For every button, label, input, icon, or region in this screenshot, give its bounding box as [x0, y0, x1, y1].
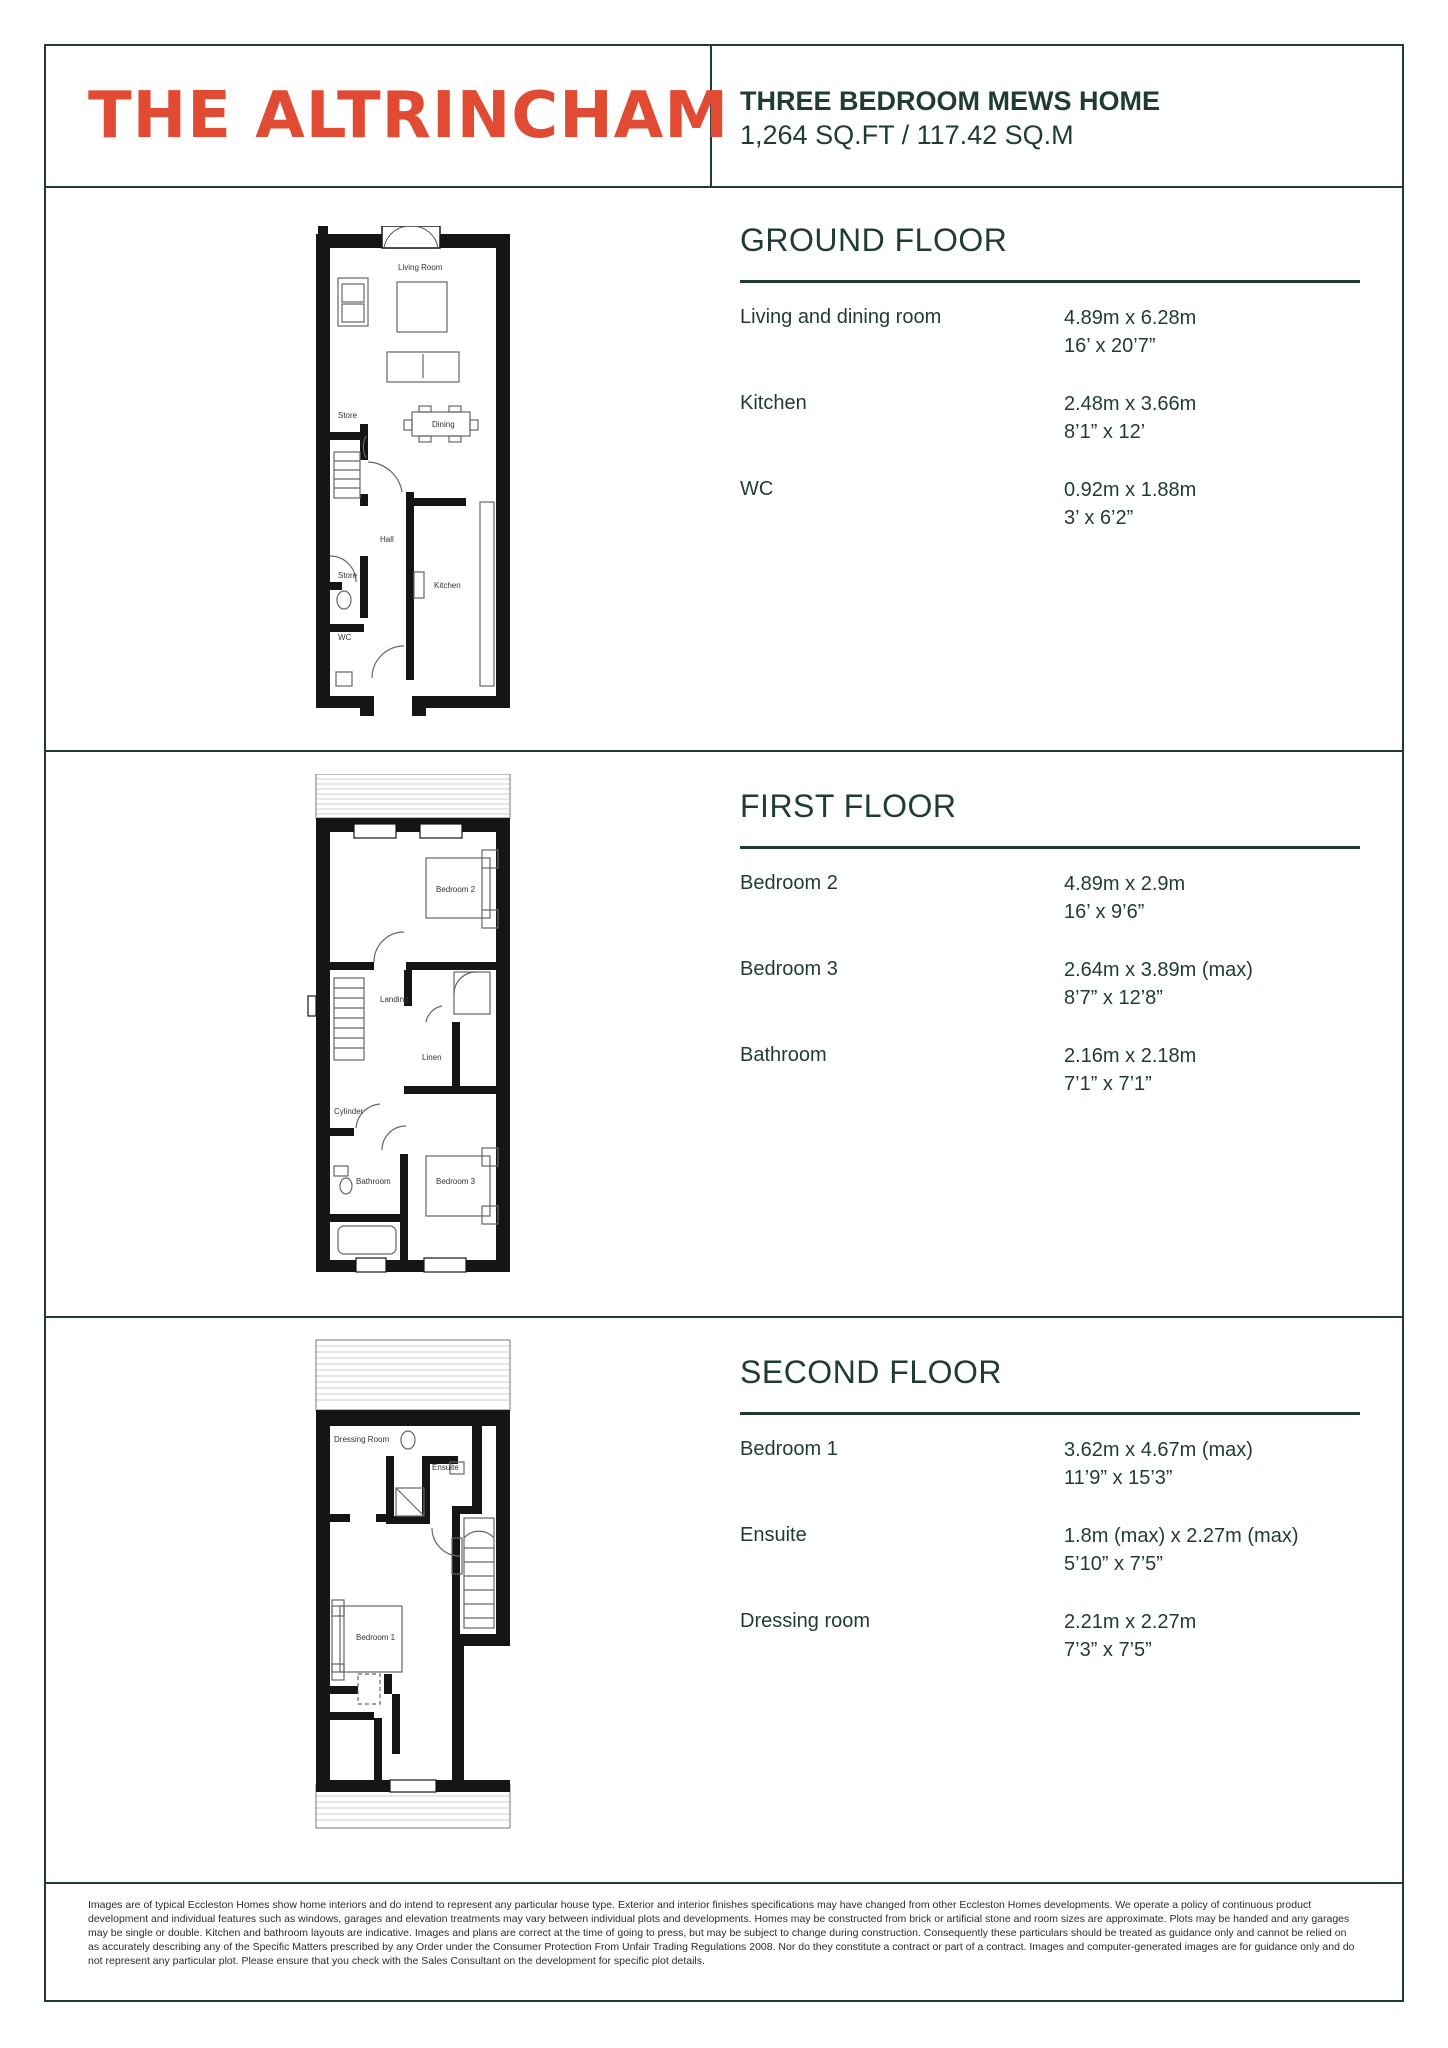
room-dimensions	[1064, 476, 1196, 532]
floor-title: FIRST FLOOR	[740, 788, 957, 824]
dim-imperial: 5’10” x 7’5”	[1064, 1553, 1163, 1575]
brand-title: THE ALTRINCHAM	[88, 79, 729, 153]
plan-label-living: Living Room	[398, 263, 443, 272]
plan-label-wc: WC	[338, 633, 352, 642]
second-floor-plan	[256, 1338, 586, 1848]
dim-metric: 2.16m x 2.18m	[1064, 1045, 1197, 1067]
dim-imperial: 8’1” x 12’	[1064, 421, 1146, 443]
room-dimensions	[1064, 1608, 1196, 1664]
plan-label-bedroom-1: Bedroom 1	[356, 1633, 396, 1642]
first-floor-plan	[256, 774, 586, 1284]
dim-imperial: 16’ x 9’6”	[1064, 901, 1145, 923]
plan-label-bedroom-3: Bedroom 3	[436, 1177, 476, 1186]
divider	[740, 1412, 1360, 1415]
plan-label-bathroom: Bathroom	[356, 1177, 391, 1186]
divider	[740, 280, 1360, 283]
room-name: Ensuite	[740, 1524, 807, 1546]
room-dimensions	[1064, 1436, 1253, 1492]
ground-floor-section	[46, 186, 1402, 752]
room-name: Bedroom 2	[740, 872, 838, 894]
dim-imperial: 7’1” x 7’1”	[1064, 1073, 1152, 1095]
plan-label-store: Store	[338, 411, 358, 420]
dim-imperial: 16’ x 20’7”	[1064, 335, 1156, 357]
plan-label-store: Store	[338, 571, 358, 580]
home-type: THREE BEDROOM MEWS HOME	[740, 86, 1161, 116]
room-dimensions	[1064, 1042, 1196, 1098]
dim-metric: 0.92m x 1.88m	[1064, 479, 1197, 501]
room-dimensions	[1064, 390, 1196, 446]
dim-metric: 4.89m x 2.9m	[1064, 873, 1186, 895]
room-name: WC	[740, 478, 774, 500]
room-name: Bathroom	[740, 1044, 827, 1066]
room-name: Living and dining room	[740, 306, 942, 328]
plan-label-dressing-room: Dressing Room	[334, 1435, 390, 1444]
dim-metric: 1.8m (max) x 2.27m (max)	[1064, 1525, 1299, 1547]
room-dimensions	[1064, 304, 1196, 360]
home-area: 1,264 SQ.FT / 117.42 SQ.M	[740, 120, 1074, 150]
dim-imperial: 11’9” x 15’3”	[1064, 1467, 1173, 1489]
dim-imperial: 7’3” x 7’5”	[1064, 1639, 1152, 1661]
plan-label-linen: Linen	[422, 1053, 442, 1062]
plan-label-dining: Dining	[432, 420, 455, 429]
header	[46, 46, 1402, 188]
second-floor-section	[46, 1318, 1402, 1884]
room-dimensions	[1064, 870, 1185, 926]
dim-metric: 4.89m x 6.28m	[1064, 307, 1197, 329]
room-name: Dressing room	[740, 1610, 871, 1632]
first-floor-section	[46, 752, 1402, 1318]
room-name: Kitchen	[740, 392, 807, 414]
ground-floor-plan	[256, 226, 586, 716]
plan-label-ensuite: Ensuite	[432, 1463, 459, 1472]
dim-metric: 3.62m x 4.67m (max)	[1064, 1439, 1253, 1461]
room-name: Bedroom 3	[740, 958, 838, 980]
floor-title: SECOND FLOOR	[740, 1354, 1003, 1390]
plan-label-cylinder: Cylinder	[334, 1107, 364, 1116]
plan-label-landing: Landing	[380, 995, 409, 1004]
dim-metric: 2.21m x 2.27m	[1064, 1611, 1197, 1633]
dim-imperial: 8’7” x 12’8”	[1064, 987, 1163, 1009]
disclaimer: Images are of typical Eccleston Homes show home interiors and do intend to represent any particular house type. Exterior and interior finishes specifications may have changed from other Eccleston Homes developments. We operate a policy of continuous product development and individual features such as windows, garages and elevation treatments may vary between individual plots and developments. Homes may be constructed from brick or artificial stone and room sizes are approximate. Plots may be handed and any garages may be single or double. Kitchen and bathroom layouts are indicative. Images and plans are correct at the time of going to press, but may be subject to change during construction. Consequently these particulars should be treated as guidance only and cannot be relied on as accurately describing any of the Specific Matters prescribed by any Order under the Consumer Protection From Unfair Trading Regulations 2008. Nor do they constitute a contract or part of a contract. Images and computer-generated images are for guidance only and do not represent any particular plot. Please ensure that you check with the Sales Consultant on the development for specific plot details.	[88, 1899, 1355, 1967]
plan-label-hall: Hall	[380, 535, 394, 544]
dim-imperial: 3’ x 6’2”	[1064, 507, 1134, 529]
room-dimensions	[1064, 956, 1253, 1012]
dim-metric: 2.64m x 3.89m (max)	[1064, 959, 1253, 981]
plan-label-bedroom-2: Bedroom 2	[436, 885, 476, 894]
header-brand-panel	[46, 46, 729, 186]
dim-metric: 2.48m x 3.66m	[1064, 393, 1197, 415]
page-frame	[44, 44, 1404, 2002]
divider	[740, 846, 1360, 849]
floor-title: GROUND FLOOR	[740, 222, 1008, 258]
room-name: Bedroom 1	[740, 1438, 838, 1460]
room-dimensions	[1064, 1522, 1298, 1578]
plan-label-kitchen: Kitchen	[434, 581, 461, 590]
